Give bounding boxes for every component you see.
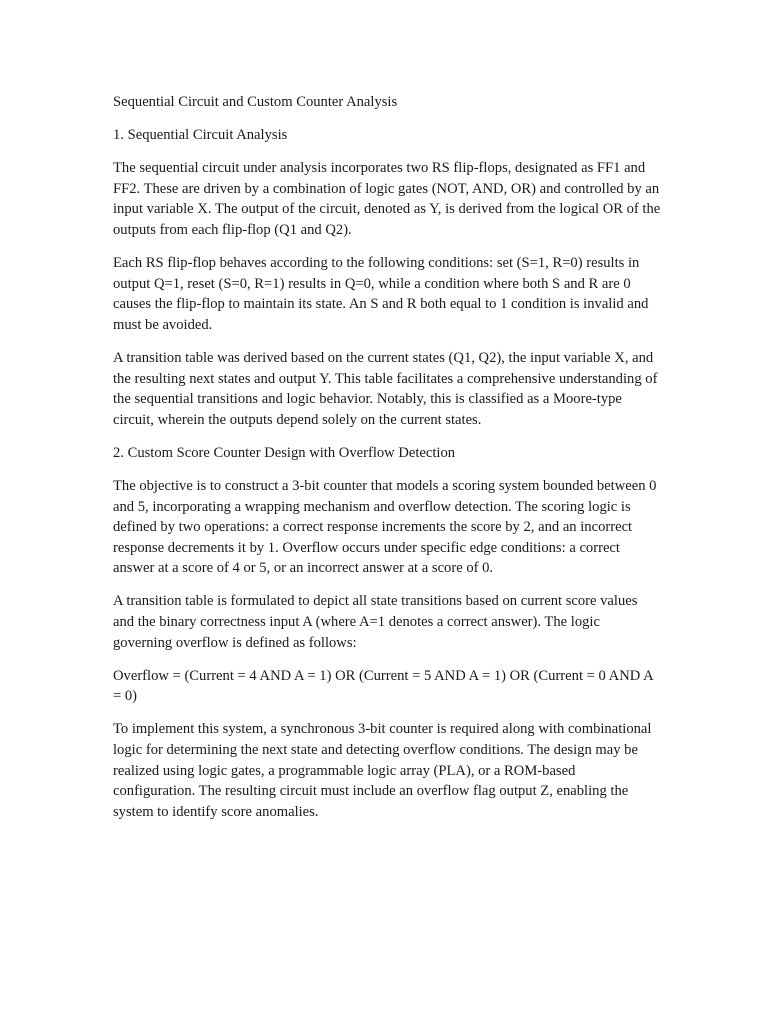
section-heading-sequential-circuit: 1. Sequential Circuit Analysis xyxy=(113,127,288,144)
paragraph-implementation: To implement this system, a synchronous 3-bit counter is required along with combinational logic for determining the next state and detecting overflow conditions. The design may be realized using logic gates, a programmable logic array (PLA), or a ROM-based configuration. The resulting circuit must include an overflow flag output Z, enabling the system to identify score anomalies. xyxy=(113,721,652,820)
paragraph-counter-objective: The objective is to construct a 3-bit counter that models a scoring system bounded between 0 and 5, incorporating a wrapping mechanism and overflow detection. The scoring logic is defined by two operations: a correct response increments the score by 2, and an incorrect response decrements it by 1. Overflow occurs under specific edge conditions: a correct answer at a score of 4 or 5, or an incorrect answer at a score of 0. xyxy=(113,477,657,577)
section-heading-score-counter: 2. Custom Score Counter Design with Overflow Detection xyxy=(113,444,456,461)
paragraph-transition-table: A transition table was derived based on the current states (Q1, Q2), the input variable X, and the resulting next states and output Y. This table facilitates a comprehensive understanding of the sequential transitions and logic behavior. Notably, this is classified as a Moore-type circuit, wherein the outputs depend solely on the current states. xyxy=(113,349,658,428)
document-title: Sequential Circuit and Custom Counter Analysis xyxy=(113,94,398,110)
document-body xyxy=(113,92,661,835)
paragraph-rs-flip-flop-conditions: Each RS flip-flop behaves according to the following conditions: set (S=1, R=0) results in output Q=1, reset (S=0, R=1) results in Q=0, while a condition where both S and R are 0 causes the flip-flop to maintain its state. An S and R both equal to 1 condition is invalid and must be avoided. xyxy=(113,255,649,333)
paragraph-overflow-logic-intro: A transition table is formulated to depict all state transitions based on current score values and the binary correctness input A (where A=1 denotes a correct answer). The logic governing overflow is defined as follows: xyxy=(113,593,638,651)
overflow-equation: Overflow = (Current = 4 AND A = 1) OR (Current = 5 AND A = 1) OR (Current = 0 AND A = 0) xyxy=(113,667,653,705)
paragraph-circuit-overview: The sequential circuit under analysis incorporates two RS flip-flops, designated as FF1 and FF2. These are driven by a combination of logic gates (NOT, AND, OR) and controlled by an input variable X. The output of the circuit, denoted as Y, is derived from the logical OR of the outputs from each flip-flop (Q1 and Q2). xyxy=(113,160,661,238)
